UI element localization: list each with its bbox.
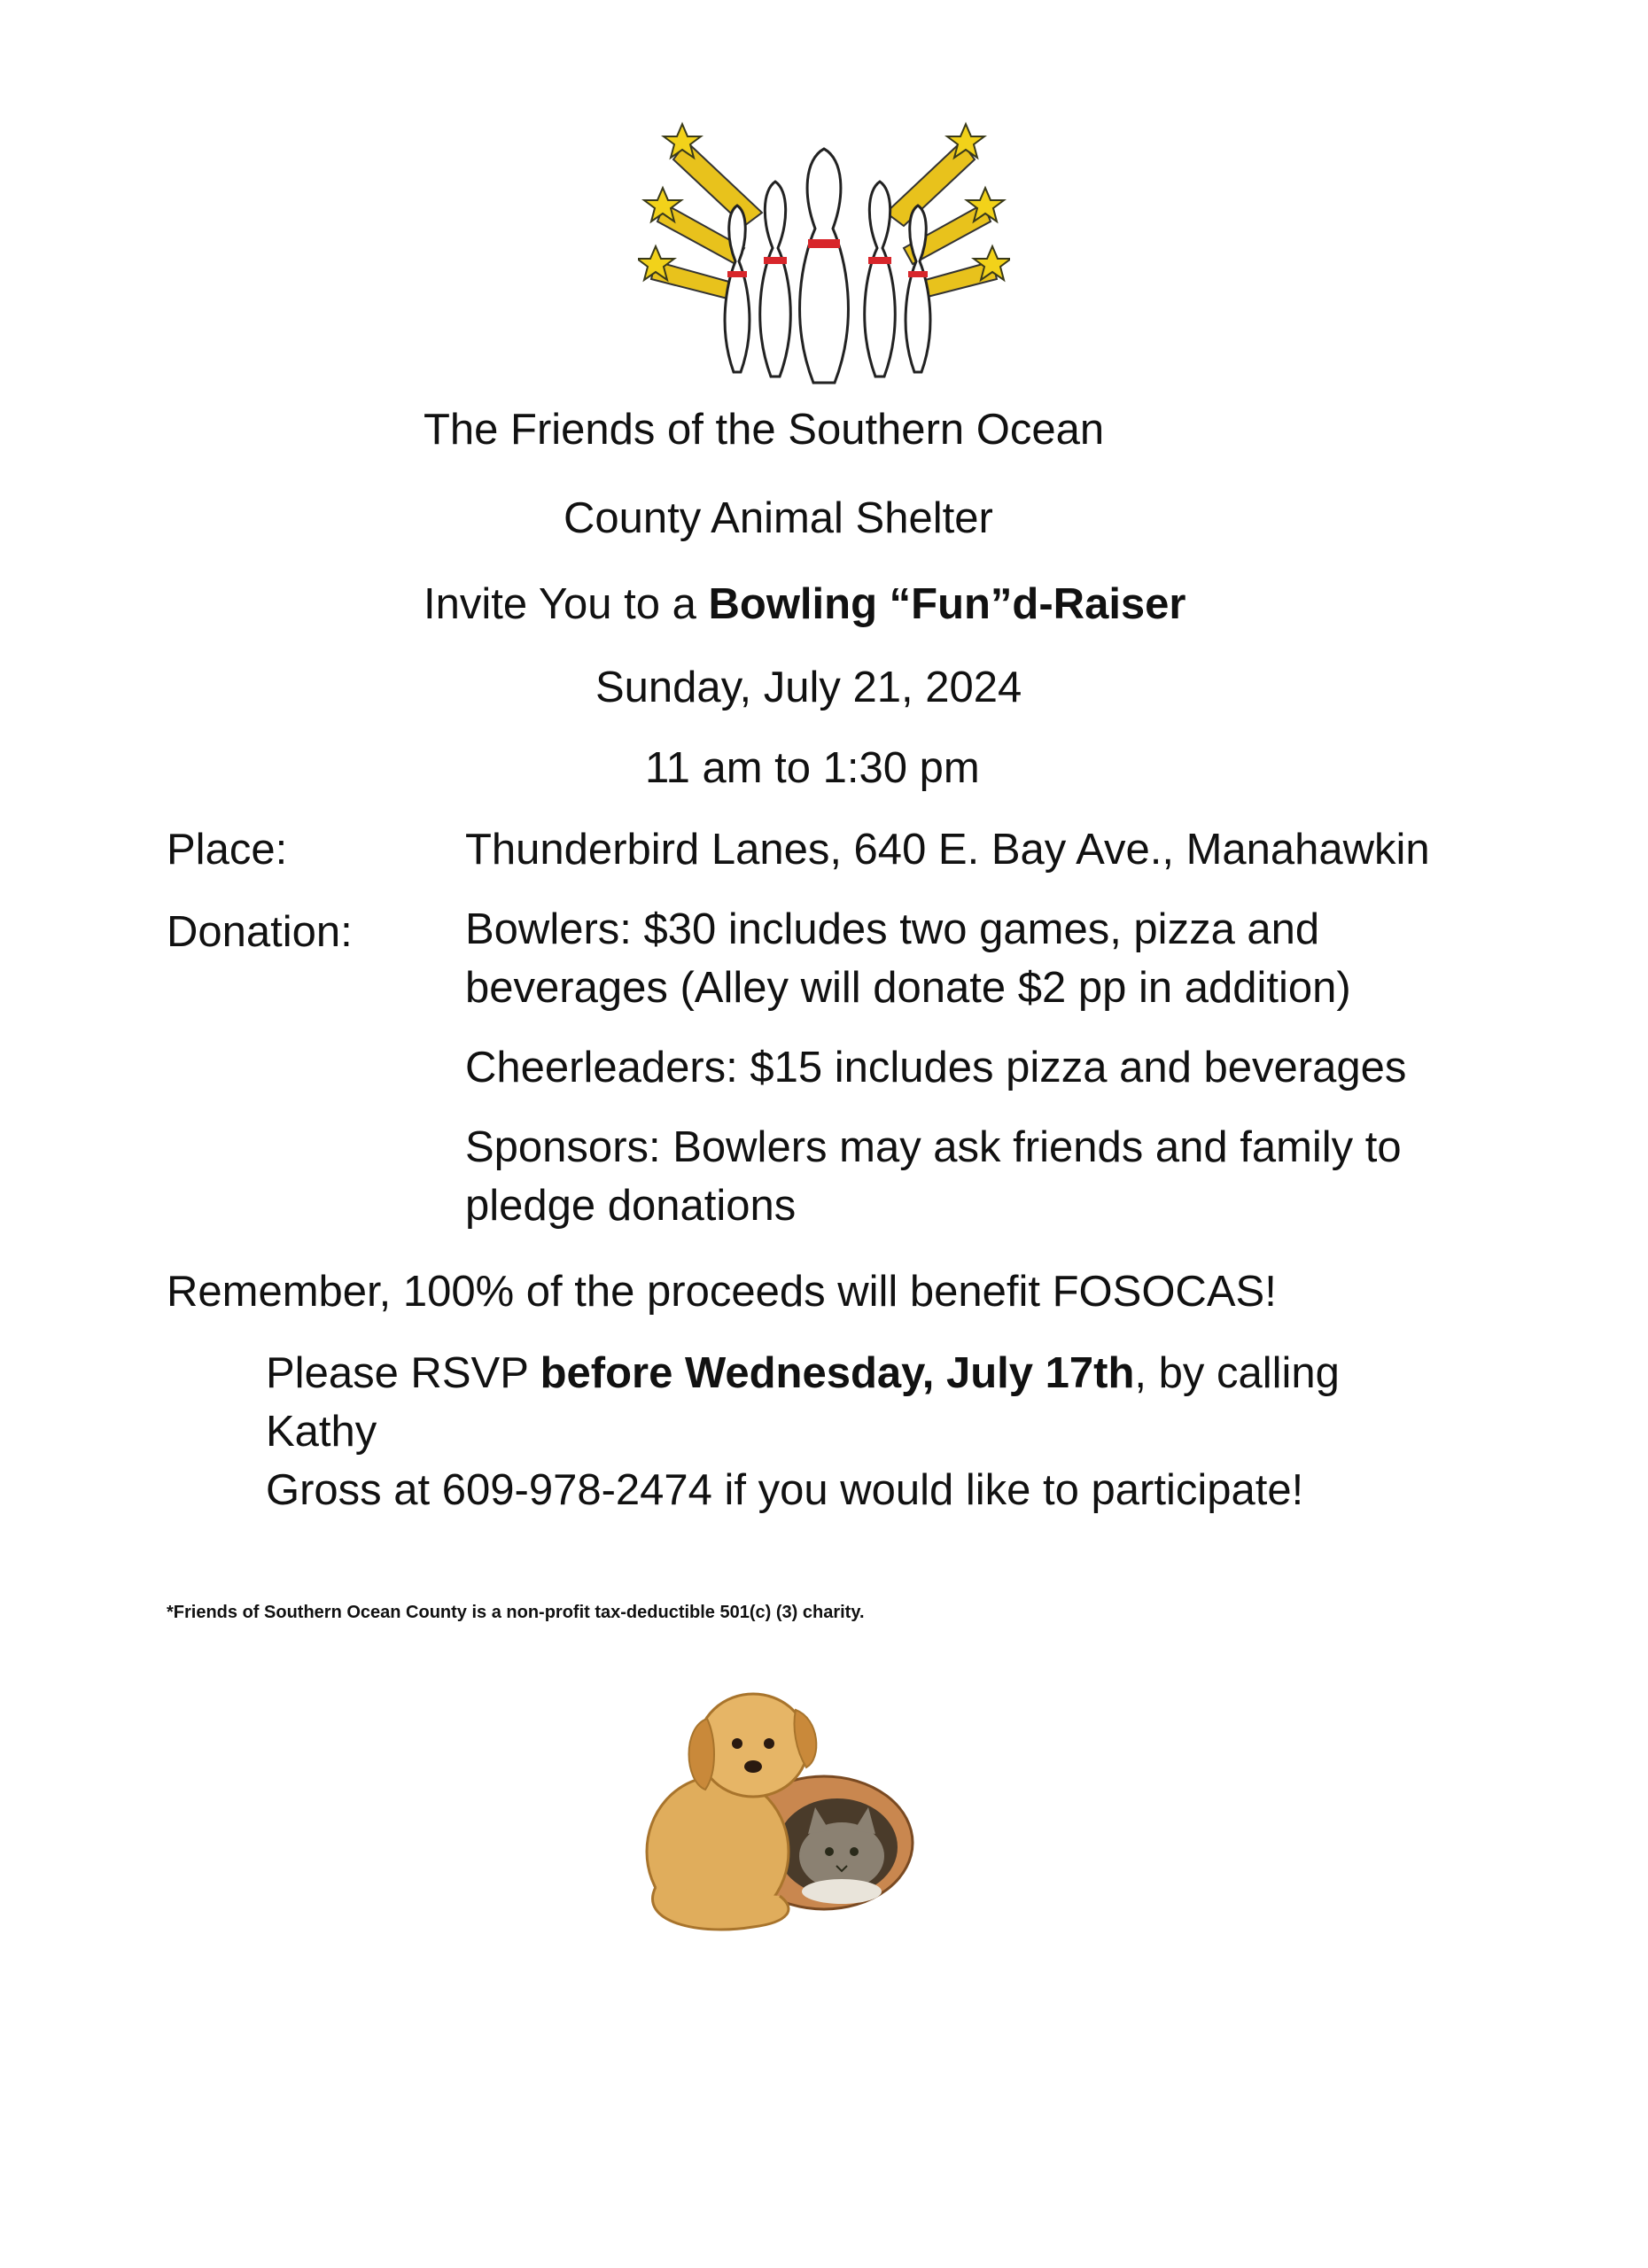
rsvp-suffix: , by calling [1134, 1349, 1340, 1397]
rsvp-prefix: Please RSVP [266, 1349, 540, 1397]
header-line-2: County Animal Shelter [564, 494, 993, 542]
rsvp-deadline: before Wednesday, July 17th [540, 1349, 1135, 1397]
event-date: Sunday, July 21, 2024 [595, 664, 1022, 711]
header-line-1: The Friends of the Southern Ocean [424, 406, 1105, 454]
place-value: Thunderbird Lanes, 640 E. Bay Ave., Manahawkin [465, 826, 1430, 874]
sponsors-donation: Sponsors: Bowlers may ask friends and family to pledge donations [465, 1123, 1402, 1230]
rsvp-line-3: Gross at 609-978-2474 if you would like to participate! [266, 1466, 1304, 1514]
rsvp-line-1 [266, 1344, 1418, 1402]
event-time: 11 am to 1:30 pm [645, 744, 980, 792]
invite-line [424, 578, 1186, 631]
rsvp-block [266, 1344, 1418, 1519]
cheerleaders-donation: Cheerleaders: $15 includes pizza and beverages [465, 1044, 1407, 1091]
charity-footnote: *Friends of Southern Ocean County is a non-profit tax-deductible 501(c) (3) charity. [167, 1603, 865, 1622]
bowling-pins-icon [638, 106, 1010, 390]
bowlers-donation: Bowlers: $30 includes two games, pizza and beverages (Alley will donate $2 pp in addition) [465, 905, 1351, 1012]
invite-prefix: Invite You to a [424, 580, 709, 628]
donation-label: Donation: [167, 908, 353, 956]
remember-line: Remember, 100% of the proceeds will benefit FOSOCAS! [167, 1268, 1277, 1316]
rsvp-line-2: Kathy [266, 1408, 377, 1456]
puppy-kitten-icon [620, 1674, 939, 1940]
invite-event-name: Bowling “Fun”d-Raiser [708, 580, 1186, 628]
place-label: Place: [167, 826, 288, 874]
